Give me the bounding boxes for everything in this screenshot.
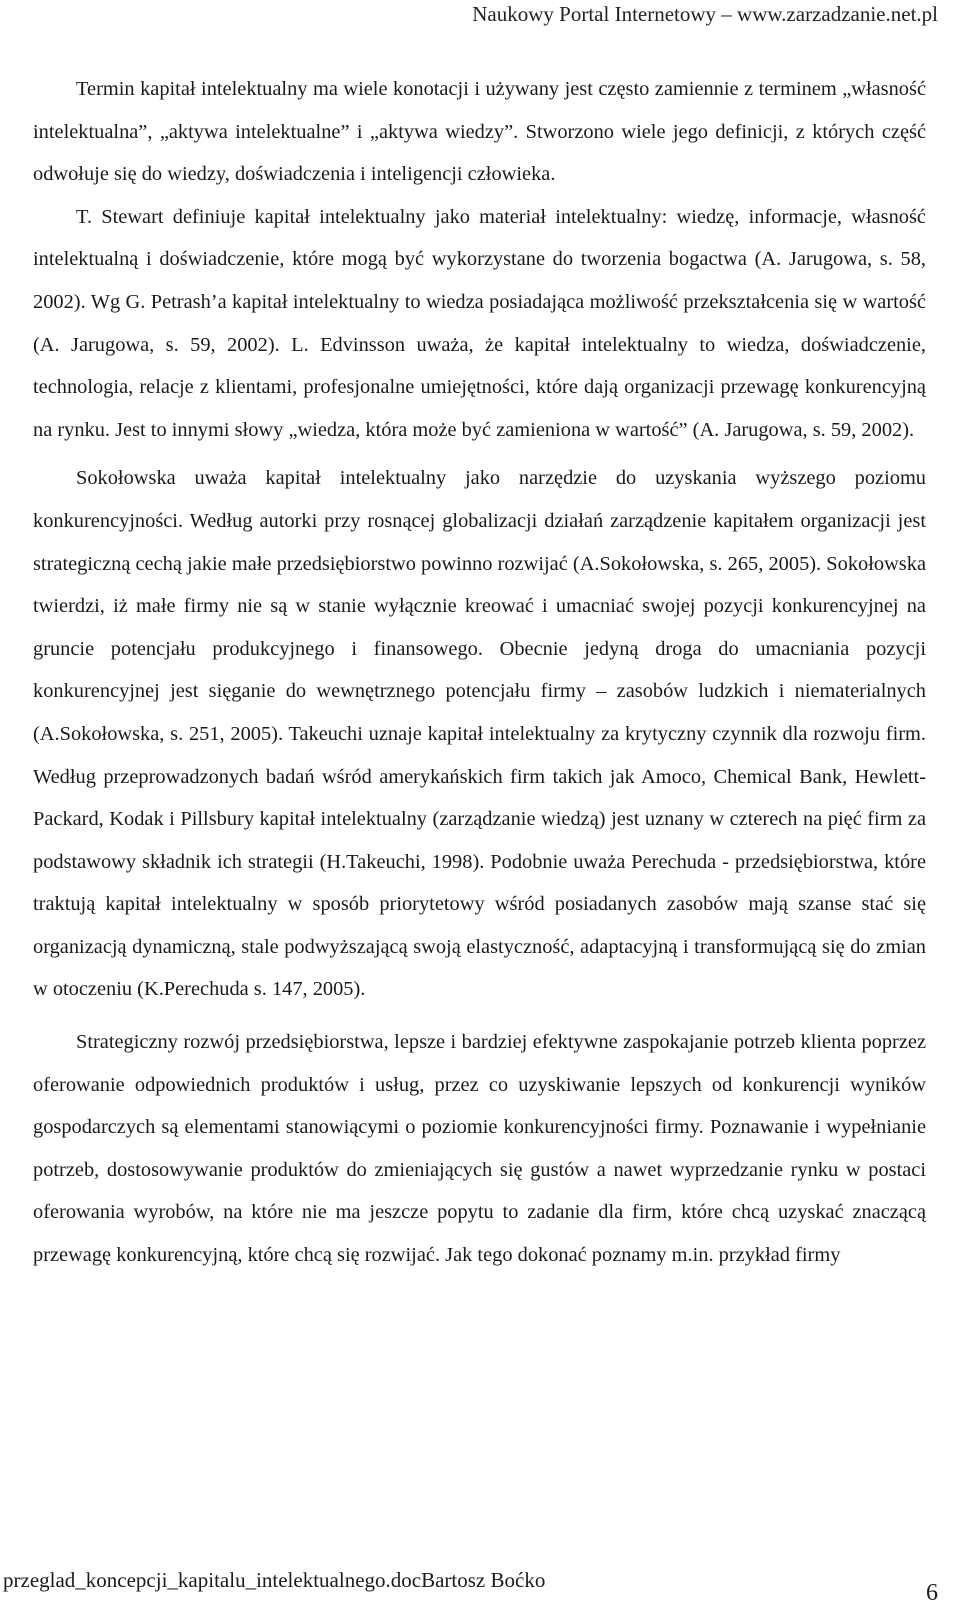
portal-name: Naukowy Portal Internetowy – www.zarzadzanie.net.pl [472,2,938,26]
document-body [33,68,926,1277]
paragraph-sokolowska: Sokołowska uważa kapitał intelektualny jako narzędzie do uzyskania wyższego poziomu konkurencyjności. Według autorki przy rosnącej globalizacji działań zarządzenie kapitałem organizacji jest strategiczną cechą jakie małe przedsiębiorstwo powinno rozwijać (A.Sokołowska, s. 265, 2005). Sokołowska twierdzi, iż małe firmy nie są w stanie wyłącznie kreować i umacniać swojej pozycji konkurencyjnej na gruncie potencjału produkcyjnego i finansowego. Obecnie jedyną droga do umacniania pozycji konkurencyjnej jest sięganie do wewnętrznego potencjału firmy – zasobów ludzkich i niematerialnych (A.Sokołowska, s. 251, 2005). Takeuchi uznaje kapitał intelektualny za krytyczny czynnik dla rozwoju firm. Według przeprowadzonych badań wśród amerykańskich firm takich jak Amoco, Chemical Bank, Hewlett-Packard, Kodak i Pillsbury kapitał intelektualny (zarządzanie wiedzą) jest uznany w czterech na pięć firm za podstawowy składnik ich strategii (H.Takeuchi, 1998). Podobnie uważa Perechuda - przedsiębiorstwa, które traktują kapitał intelektualny w sposób priorytetowy wśród posiadanych zasobów mają szanse stać się organizacją dynamiczną, stale podwyższającą swoją elastyczność, adaptacyjną i transformującą się do zmian w otoczeniu (K.Perechuda s. 147, 2005). [33,467,926,1001]
paragraph-definitions: T. Stewart definiuje kapitał intelektualny jako materiał intelektualny: wiedzę, informacje, własność intelektualną i doświadczenie, które mogą być wykorzystane do tworzenia bogactwa (A. Jarugowa, s. 58, 2002). Wg G. Petrash’a kapitał intelektualny to wiedza posiadająca możliwość przekształcenia się w wartość (A. Jarugowa, s. 59, 2002). L. Edvinsson uważa, że kapitał intelektualny to wiedza, doświadczenie, technologia, relacje z klientami, profesjonalne umiejętności, które dają organizacji przewagę konkurencyjną na rynku. Jest to innymi słowy „wiedza, która może być zamieniona w wartość” (A. Jarugowa, s. 59, 2002). [33,205,926,441]
paragraph-intro: Termin kapitał intelektualny ma wiele konotacji i używany jest często zamiennie z terminem „własność intelektualna”, „aktywa intelektualne” i „aktywa wiedzy”. Stworzono wiele jego definicji, z których część odwołuje się do wiedzy, doświadczenia i inteligencji człowieka. [33,78,926,186]
page-header [472,2,938,27]
footer-filename: przeglad_koncepcji_kapitalu_intelektualnego.doc [3,1568,422,1592]
page-footer [3,1568,938,1618]
paragraph-strategic-growth: Strategiczny rozwój przedsiębiorstwa, lepsze i bardziej efektywne zaspokajanie potrzeb klienta poprzez oferowanie odpowiednich produktów i usług, przez co uzyskiwanie lepszych od konkurencji wyników gospodarczych są elementami stanowiącymi o poziomie konkurencyjności firmy. Poznawanie i wypełnianie potrzeb, dostosowywanie produktów do zmieniających się gustów a nawet wyprzedzanie rynku w postaci oferowania wyrobów, na które nie ma jeszcze popytu to zadanie dla firm, które chcą uzyskać znaczącą przewagę konkurencyjną, które chcą się rozwijać. Jak tego dokonać poznamy m.in. przykład firmy [33,1031,926,1267]
page-number: 6 [926,1580,938,1606]
footer-author: Bartosz Boćko [421,1568,546,1592]
